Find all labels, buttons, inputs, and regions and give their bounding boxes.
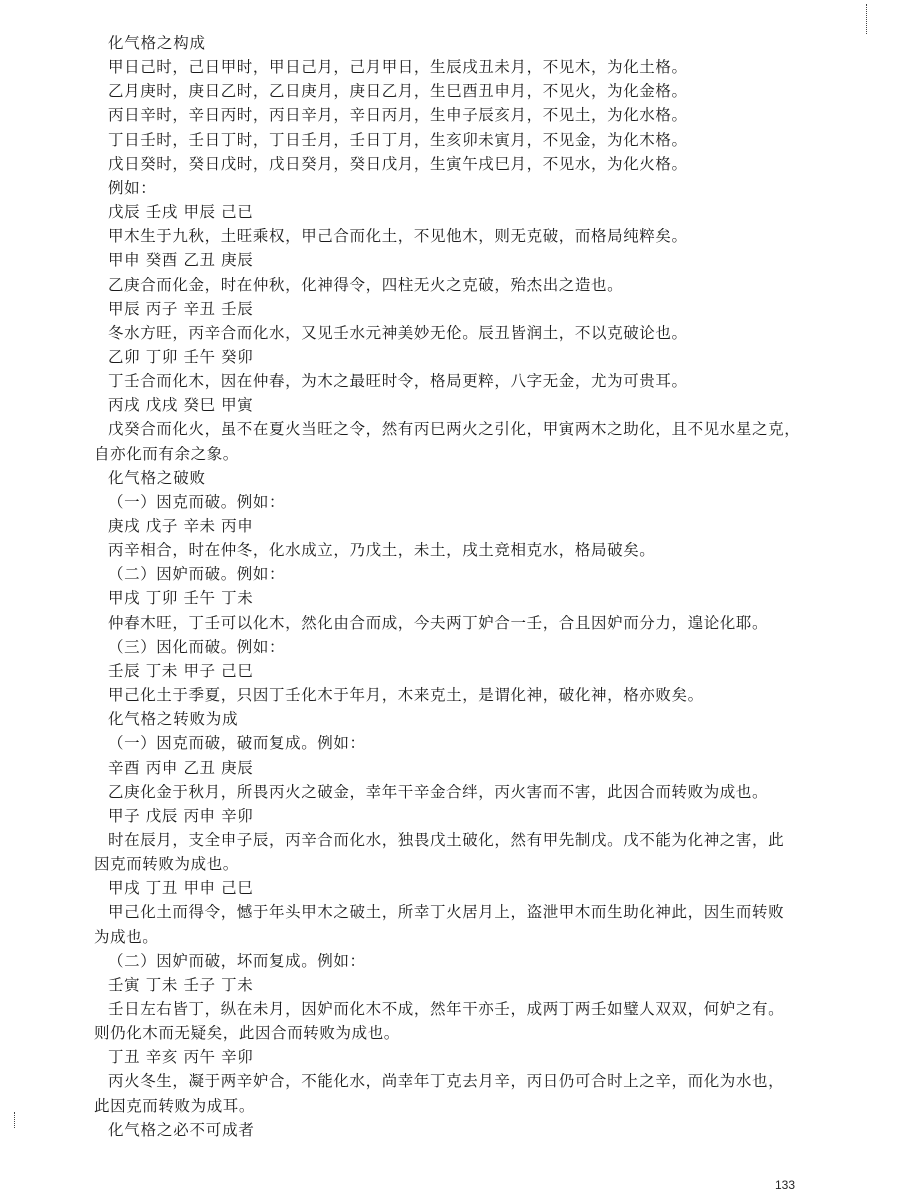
text-line: 甲戌 丁丑 甲申 己巳 bbox=[108, 879, 254, 898]
text-line: 辛酉 丙申 乙丑 庚辰 bbox=[108, 758, 254, 777]
text-line: 甲木生于九秋，土旺乘权，甲己合而化土，不见他木，则无克破，而格局纯粹矣。 bbox=[108, 227, 688, 246]
page-number: 133 bbox=[775, 1178, 796, 1192]
text-line: 庚戌 戊子 辛未 丙申 bbox=[108, 517, 254, 535]
text-line: 丁丑 辛亥 丙午 辛卯 bbox=[108, 1048, 254, 1067]
text-line: 戊癸合而化火，虽不在夏火当旺之令，然有丙巳两火之引化，甲寅两木之助化，且不见水星之克， bbox=[108, 420, 801, 439]
text-line: 丙火冬生，凝于两辛妒合，不能化水，尚幸年丁克去月辛，丙日仍可合时上之辛，而化为水也， bbox=[108, 1072, 785, 1091]
text-line: 冬水方旺，丙辛合而化水，又见壬水元神美妙无伦。辰丑皆润土，不以克破论也。 bbox=[108, 323, 688, 342]
text-line: （二）因妒而破，坏而复成。例如： bbox=[108, 951, 366, 970]
binding-mark bbox=[14, 1112, 15, 1128]
section-heading: 化气格之转败为成 bbox=[108, 710, 239, 729]
text-line: 壬日左右皆丁，纵在未月，因妒而化木不成，然年干亦壬，成两丁两壬如璧人双双，何妒之有。 bbox=[108, 1000, 785, 1018]
text-line: 因克而转败为成也。 bbox=[94, 855, 239, 874]
section-heading: 化气格之构成 bbox=[108, 34, 206, 52]
text-line: 乙庚化金于秋月，所畏丙火之破金，幸年干辛金合绊，丙火害而不害，此因合而转败为成也。 bbox=[108, 782, 769, 801]
text-line: 此因克而转败为成耳。 bbox=[94, 1096, 256, 1115]
text-line: 时在辰月，支全申子辰，丙辛合而化水，独畏戊土破化，然有甲先制戊。戊不能为化神之害，此 bbox=[108, 830, 785, 849]
text-line: （三）因化而破。例如： bbox=[108, 637, 286, 656]
text-line: （二）因妒而破。例如： bbox=[108, 565, 286, 584]
text-line: 甲己化土于季夏，只因丁壬化木于年月，木来克土，是谓化神，破化神，格亦败矣。 bbox=[108, 686, 704, 705]
text-line: 甲戌 丁卯 壬午 丁未 bbox=[108, 589, 254, 608]
text-line: 丙日辛时，辛日丙时，丙日辛月，辛日丙月，生申子辰亥月，不见土，为化水格。 bbox=[108, 106, 688, 125]
text-line: （一）因克而破。例如： bbox=[108, 492, 286, 511]
text-line: （一）因克而破，破而复成。例如： bbox=[108, 734, 366, 753]
text-line: 为成也。 bbox=[94, 927, 159, 946]
text-line: 乙月庚时，庚日乙时，乙日庚月，庚日乙月，生巳酉丑申月，不见火，为化金格。 bbox=[108, 82, 688, 101]
text-line: 戊日癸时，癸日戊时，戊日癸月，癸日戊月，生寅午戌巳月，不见水，为化火格。 bbox=[108, 154, 688, 173]
text-line: 甲日己时，己日甲时，甲日己月，己月甲日，生辰戌丑未月，不见木，为化土格。 bbox=[108, 58, 688, 77]
text-line: 戊辰 壬戌 甲辰 己已 bbox=[108, 203, 254, 222]
section-heading: 化气格之必不可成者 bbox=[108, 1120, 255, 1139]
text-line: 乙卯 丁卯 壬午 癸卯 bbox=[108, 347, 254, 366]
text-line: 丁壬合而化木，因在仲春，为木之最旺时令，格局更粹，八字无金，尤为可贵耳。 bbox=[108, 372, 688, 391]
text-line: 丁日壬时，壬日丁时，丁日壬月，壬日丁月，生亥卯未寅月，不见金，为化木格。 bbox=[108, 130, 688, 149]
binding-mark bbox=[866, 4, 867, 34]
text-line: 例如： bbox=[108, 178, 157, 197]
text-line: 仲春木旺，丁壬可以化木，然化由合而成，今夫两丁妒合一壬，合且因妒而分力，遑论化耶。 bbox=[108, 613, 769, 632]
text-line: 甲子 戊辰 丙申 辛卯 bbox=[108, 806, 254, 825]
text-line: 壬寅 丁未 壬子 丁未 bbox=[108, 975, 254, 994]
text-line: 甲申 癸酉 乙丑 庚辰 bbox=[108, 251, 254, 270]
text-line: 甲辰 丙子 辛丑 壬辰 bbox=[108, 299, 254, 318]
section-heading: 化气格之破败 bbox=[108, 468, 206, 487]
text-line: 自亦化而有余之象。 bbox=[94, 444, 239, 463]
text-line: 壬辰 丁未 甲子 己巳 bbox=[108, 661, 254, 680]
text-line: 乙庚合而化金，时在仲秋，化神得令，四柱无火之克破，殆杰出之造也。 bbox=[108, 275, 624, 294]
text-line: 丙辛相合，时在仲冬，化水成立，乃戊土，未土，戌土竞相克水，格局破矣。 bbox=[108, 541, 656, 560]
text-line: 则仍化木而无疑矣，此因合而转败为成也。 bbox=[94, 1024, 400, 1043]
text-line: 丙戌 戊戌 癸巳 甲寅 bbox=[108, 396, 254, 415]
text-line: 甲己化土而得令，憾于年头甲木之破土，所幸丁火居月上，盗泄甲木而生助化神此，因生而转败 bbox=[108, 903, 785, 922]
